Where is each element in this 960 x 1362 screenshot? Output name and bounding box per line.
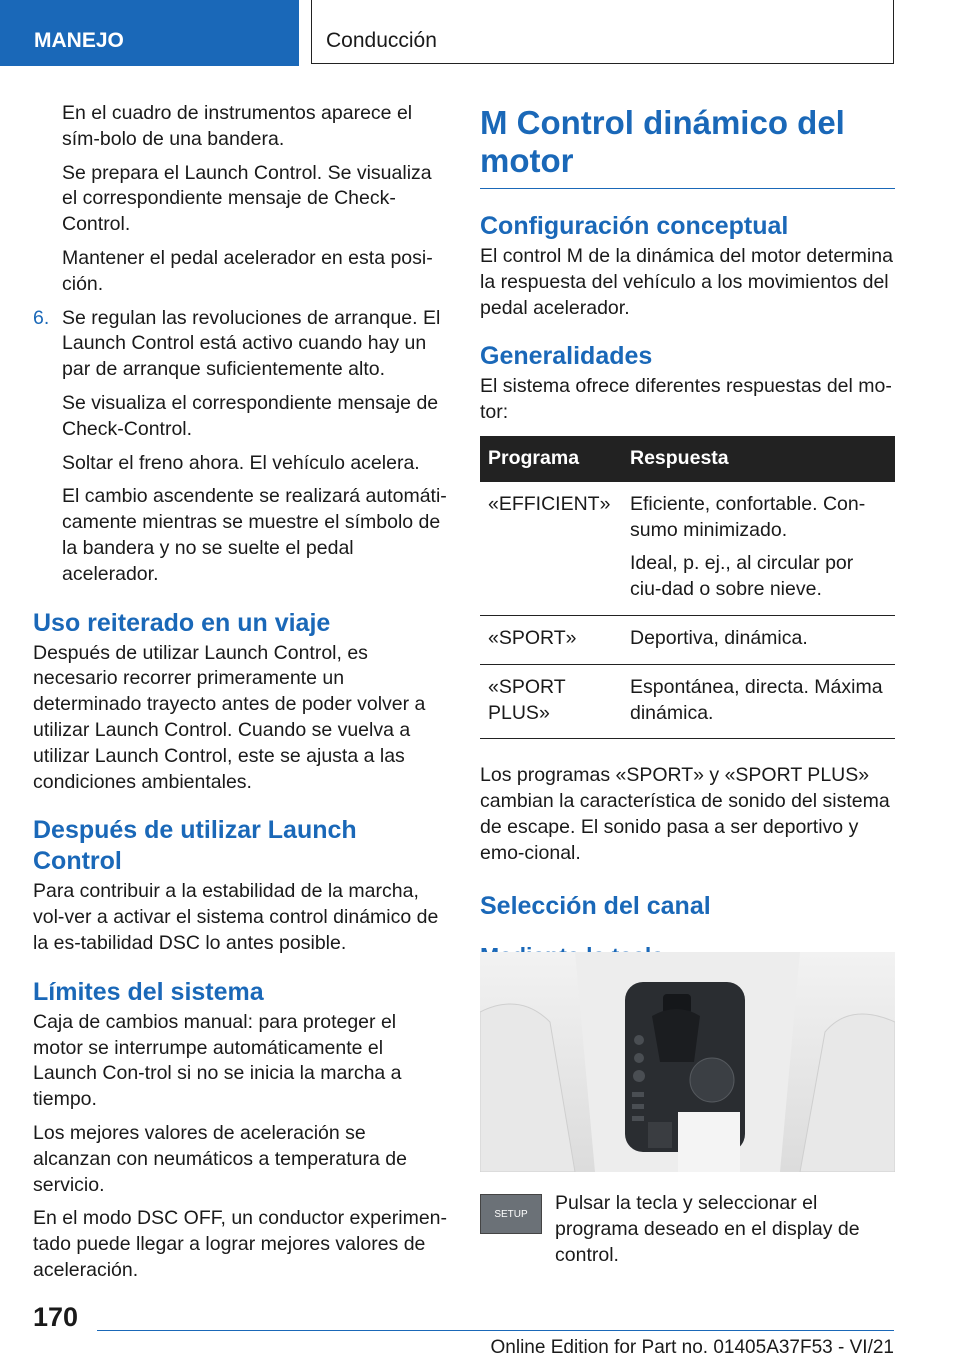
section-tab: [0, 0, 299, 66]
table-cell: Espontánea, directa. Máxima dinámica.: [622, 664, 895, 739]
paragraph: Se prepara el Launch Control. Se visualiza el correspondiente mensaje de Check-Control.: [62, 161, 432, 236]
heading-rule: [480, 188, 895, 189]
heading-generalidades: Generalidades: [480, 342, 653, 371]
paragraph: El sistema ofrece diferentes respuestas del mo-tor:: [480, 375, 892, 424]
column-header: Respuesta: [622, 436, 895, 482]
paragraph: Se visualiza el correspondiente mensaje de Check-Control.: [62, 391, 439, 440]
console-illustration: [480, 952, 895, 1172]
footer-rule: [97, 1330, 894, 1331]
paragraph: Soltar el freno ahora. El vehículo acelera.: [62, 451, 420, 474]
main-heading: M Control dinámico del motor: [480, 104, 845, 179]
page-number: 170: [33, 1302, 79, 1332]
setup-button-icon: [480, 1194, 542, 1234]
console-photo: [480, 952, 895, 1172]
right-column: [480, 104, 895, 969]
paragraph: Para contribuir a la estabilidad de la marcha, vol-ver a activar el sistema control dinámico de la es-tabilidad DSC lo antes posible.: [33, 880, 439, 954]
section-label: MANEJO: [34, 29, 124, 52]
chapter-header: [311, 0, 894, 64]
table-cell: «SPORT»: [480, 615, 622, 664]
table-row: [480, 482, 895, 616]
paragraph: El cambio ascendente se realizará automáti-camente mientras se muestre el símbolo de la bandera y no se suelte el pedal acelerador.: [62, 485, 447, 585]
paragraph: Los programas «SPORT» y «SPORT PLUS» cambian la característica de sonido del sistema de escape. El sonido pasa a ser deportivo y emo-cional.: [480, 764, 890, 864]
program-table: [480, 436, 895, 739]
list-text: Se regulan las revoluciones de arranque. El Launch Control está activo cuando hay un par de arranque suficientemente alto.: [62, 306, 441, 381]
table-cell: «EFFICIENT»: [480, 482, 622, 616]
paragraph: Caja de cambios manual: para proteger el motor se interrumpe automáticamente el Launch Con-trol si no se inicia la marcha a tiempo.: [33, 1010, 402, 1111]
edition-footer: Online Edition for Part no. 01405A37F53 - VI/21: [490, 1337, 894, 1358]
list-number: 6.: [33, 306, 50, 329]
table-cell: Deportiva, dinámica.: [622, 615, 895, 664]
cell-text: Eficiente, confortable. Con-sumo minimizado.: [630, 492, 866, 541]
paragraph: En el modo DSC OFF, un conductor experimen-tado puede llegar a lograr mejores valores de aceleración.: [33, 1207, 448, 1281]
paragraph: Después de utilizar Launch Control, es necesario recorrer primeramente un determinado trayecto antes de poder volver a utilizar Launch Control. Cuando se vuelva a utilizar Launch Control, este se ajusta a las condiciones ambientales.: [33, 641, 426, 793]
cell-text: Ideal, p. ej., al circular por ciu-dad o sobre nieve.: [630, 552, 854, 601]
heading-despues: Después de utilizar Launch Control: [33, 816, 357, 876]
list-item: [33, 306, 448, 383]
chapter-title: Conducción: [326, 29, 437, 52]
paragraph: El control M de la dinámica del motor determina la respuesta del vehículo a los movimientos del pedal acelerador.: [480, 245, 893, 319]
setup-instruction: [555, 1191, 900, 1268]
heading-limites: Límites del sistema: [33, 977, 264, 1006]
heading-uso: Uso reiterado en un viaje: [33, 608, 331, 637]
setup-label: SETUP: [494, 1208, 528, 1220]
paragraph: Los mejores valores de aceleración se alcanzan con neumáticos a temperatura de servicio.: [33, 1121, 407, 1196]
left-column: [33, 101, 448, 1284]
column-header: Programa: [480, 436, 622, 482]
paragraph: Pulsar la tecla y seleccionar el programa deseado en el display de control.: [555, 1192, 860, 1266]
table-row: [480, 615, 895, 664]
table-cell: [622, 482, 895, 616]
heading-config: Configuración conceptual: [480, 212, 789, 240]
paragraph: En el cuadro de instrumentos aparece el sím-bolo de una bandera.: [62, 102, 413, 150]
paragraph: Mantener el pedal acelerador en esta posi-ción.: [62, 246, 433, 295]
table-row: [480, 664, 895, 739]
heading-canal: Selección del canal: [480, 891, 711, 920]
table-header-row: [480, 436, 895, 482]
table-cell: «SPORT PLUS»: [480, 664, 622, 739]
